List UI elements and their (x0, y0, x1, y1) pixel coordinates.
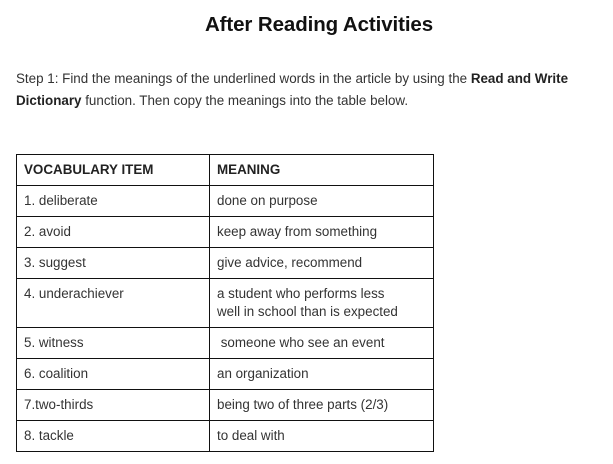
meaning-cell: to deal with (210, 421, 434, 452)
meaning-line: a student who performs less (217, 286, 385, 301)
vocabulary-item: 3. suggest (17, 248, 210, 279)
vocabulary-table (16, 154, 434, 452)
vocabulary-item: 8. tackle (17, 421, 210, 452)
meaning-cell: give advice, recommend (210, 248, 434, 279)
table-row (17, 279, 434, 328)
vocabulary-item: 7.two-thirds (17, 390, 210, 421)
table-row (17, 421, 434, 452)
vocabulary-item: 1. deliberate (17, 186, 210, 217)
page-title: After Reading Activities (204, 13, 434, 36)
column-header-vocabulary-item: VOCABULARY ITEM (17, 155, 210, 186)
meaning-cell: someone who see an event (210, 328, 434, 359)
meaning-cell: an organization (210, 359, 434, 390)
meaning-cell: done on purpose (210, 186, 434, 217)
meaning-cell: keep away from something (210, 217, 434, 248)
table-row (17, 217, 434, 248)
table-header-row (17, 155, 434, 186)
meaning-cell: being two of three parts (2/3) (210, 390, 434, 421)
vocabulary-item: 4. underachiever (17, 279, 210, 328)
vocabulary-item: 5. witness (17, 328, 210, 359)
dictionary-label: Dictionary (16, 92, 82, 108)
table-row (17, 328, 434, 359)
meaning-cell (210, 279, 434, 328)
table-row (17, 186, 434, 217)
table-row (17, 359, 434, 390)
instructions-text-end: function. Then copy the meanings into the table below. (81, 92, 409, 108)
instructions-paragraph (16, 68, 613, 111)
table-row (17, 390, 434, 421)
instructions-text: Step 1: Find the meanings of the underlined words in the article by using the (16, 71, 471, 86)
column-header-meaning: MEANING (210, 155, 434, 186)
table-row (17, 248, 434, 279)
vocabulary-item: 6. coalition (17, 359, 210, 390)
meaning-line: well in school than is expected (217, 304, 398, 319)
vocabulary-item: 2. avoid (17, 217, 210, 248)
read-and-write-label: Read and Write (470, 71, 569, 86)
